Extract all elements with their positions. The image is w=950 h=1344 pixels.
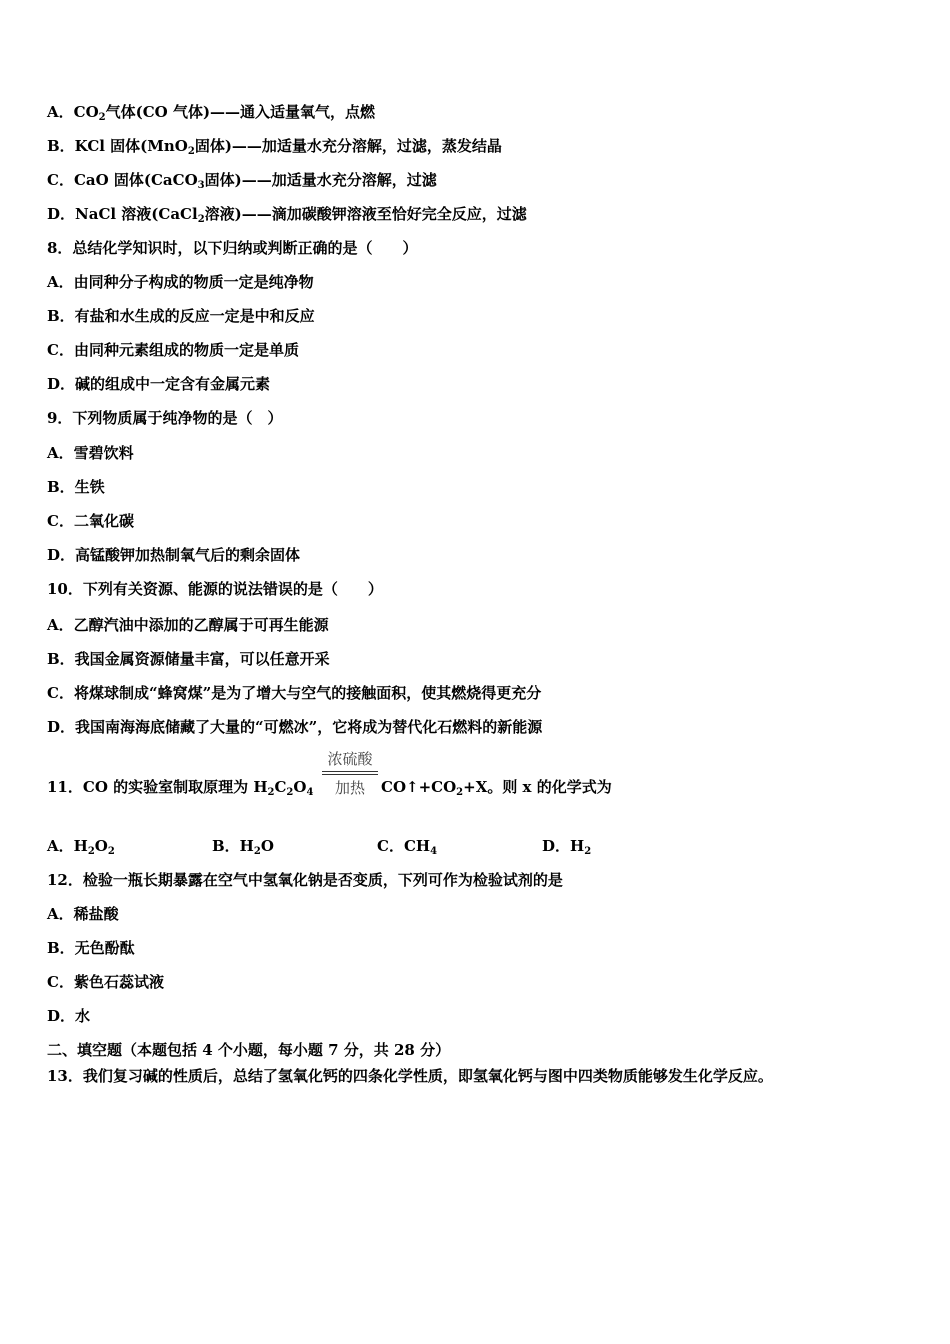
q9-option-b: B．生铁 (47, 478, 105, 496)
reaction-equals-line-1 (322, 771, 378, 772)
q11-option-c: C．$CH_4$ (377, 837, 438, 857)
q10-stem: 10．下列有关资源、能源的说法错误的是（ ） (47, 580, 383, 598)
q10-option-b: B．我国金属资源储量丰富，可以任意开采 (47, 650, 330, 668)
q11-stem-right: $CO↑+CO_2+X$。则 x 的化学式为 (381, 778, 612, 798)
q12-option-c: C．紫色石蕊试液 (47, 973, 164, 991)
condition-bottom: 加热 (334, 779, 365, 797)
q11-options (47, 836, 747, 856)
q12-option-b: B．无色酚酞 (47, 939, 135, 957)
q10-option-a: A．乙醇汽油中添加的乙醇属于可再生能源 (47, 616, 329, 634)
reaction-equals-line-2 (322, 774, 378, 775)
q8-option-d: D．碱的组成中一定含有金属元素 (47, 375, 271, 393)
q11-option-a: A．$H_2O_2$ (47, 837, 115, 857)
q9-option-a: A．雪碧饮料 (47, 444, 134, 462)
q8-option-c: C．由同种元素组成的物质一定是单质 (47, 341, 299, 359)
q12-stem: 12．检验一瓶长期暴露在空气中氢氧化钠是否变质，下列可作为检验试剂的是 (47, 871, 563, 889)
q8-stem: 8．总结化学知识时，以下归纳或判断正确的是（ ） (47, 239, 418, 257)
q13-stem: 13．我们复习碱的性质后，总结了氢氧化钙的四条化学性质，即氢氧化钙与图中四类物质能够发生化学反应。 (47, 1067, 773, 1085)
q9-stem: 9．下列物质属于纯净物的是（ ） (47, 409, 283, 427)
q10-option-c: C．将煤球制成“蜂窝煤”是为了增大与空气的接触面积，使其燃烧得更充分 (47, 684, 542, 702)
q8-option-a: A．由同种分子构成的物质一定是纯净物 (47, 273, 314, 291)
q7-option-d: D．NaCl 溶液(CaCl$_2$溶液)——滴加碳酸钾溶液至恰好完全反应，过滤 (47, 205, 527, 225)
q7-option-b: B．KCl 固体(MnO$_2$固体)——加适量水充分溶解，过滤，蒸发结晶 (47, 137, 502, 157)
condition-top: 浓硫酸 (327, 750, 373, 768)
q7-option-c: C．CaO 固体(CaCO$_3$固体)——加适量水充分溶解，过滤 (47, 171, 437, 191)
q7-option-a: A．$CO_2$气体(CO 气体)——通入适量氧气，点燃 (47, 103, 376, 123)
q9-option-c: C．二氧化碳 (47, 512, 134, 530)
q12-option-d: D．水 (47, 1007, 91, 1025)
q9-option-d: D．高锰酸钾加热制氧气后的剩余固体 (47, 546, 301, 564)
q12-option-a: A．稀盐酸 (47, 905, 119, 923)
q11-option-b: B．$H_2O$ (212, 837, 274, 857)
reaction-condition (322, 748, 378, 799)
section-heading: 二、填空题（本题包括 4 个小题，每小题 7 分，共 28 分） (47, 1041, 451, 1059)
q8-option-b: B．有盐和水生成的反应一定是中和反应 (47, 307, 315, 325)
q10-option-d: D．我国南海海底储藏了大量的“可燃冰”，它将成为替代化石燃料的新能源 (47, 718, 543, 736)
q11-option-d: D．$H_2$ (542, 837, 592, 857)
q11-stem-left: 11．CO 的实验室制取原理为 $H_2C_2O_4$ (47, 778, 314, 798)
